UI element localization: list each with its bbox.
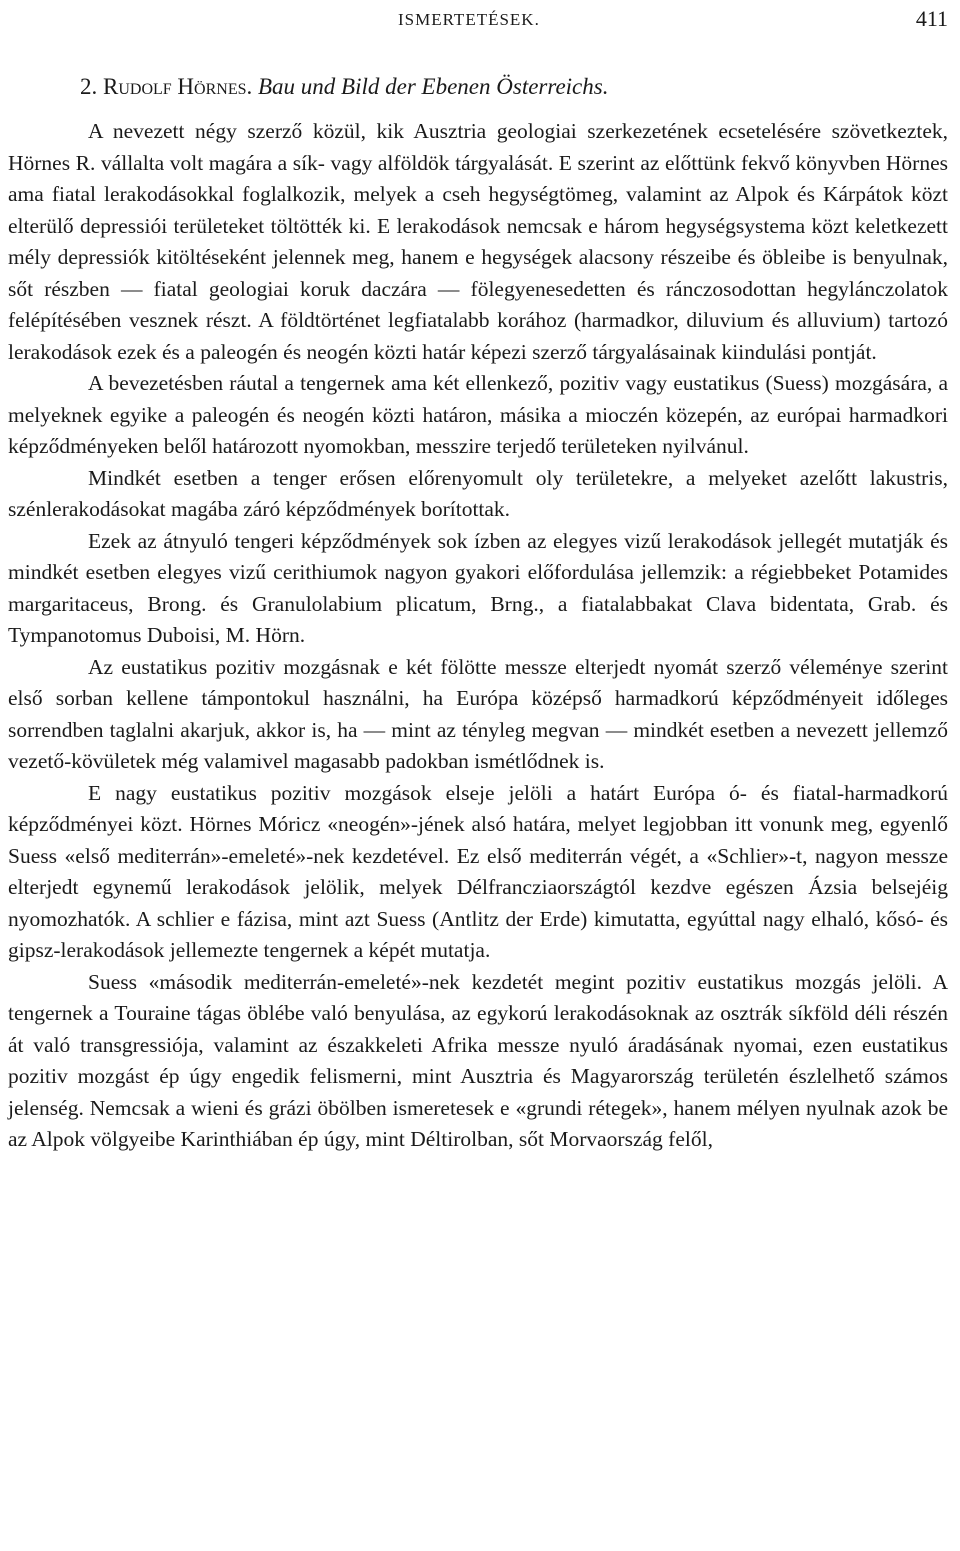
page-number: 411 — [915, 6, 948, 31]
paragraph: Az eustatikus pozitiv mozgásnak e két fölötte messze elterjedt nyomát szerző véleménye szerint első sorban kellene támpontokul használni, ha Európa középső harmadkorú képződményeit időleges sorrendben taglalni akarjuk, akkor is, ha — mint az tényleg megvan — mindkét esetben a nevezett jellemző vezető-kövületek még valamivel magasabb padokban ismétlődnek is. — [8, 654, 948, 773]
paragraph: Ezek az átnyuló tengeri képződmények sok ízben az elegyes vizű lerakodások jellegét mutatják és mindkét esetben elegyes vizű cerithiumok nagyon gyakori előfordulása jellemzik: a régiebbeket Potamides margaritaceus, Brong. és Granulolabium plicatum, Brng., a fiatalabbakat Clava bidentata, Grab. és Tympanotomus Duboisi, M. Hörn. — [8, 528, 948, 647]
title-author: Rudolf Hörnes. — [103, 74, 253, 99]
body-text — [8, 116, 948, 1156]
title-number: 2. — [80, 74, 98, 99]
paragraph: A bevezetésben ráutal a tengernek ama két ellenkező, pozitiv vagy eustatikus (Suess) mozgására, a melyeknek egyike a paleogén és neogén közti határon, másika a mioczén közepén, az európai harmadkori képződményeken belől határozott nyomokban, messzire terjedő területeken nyilvánul. — [8, 371, 948, 458]
page-header — [0, 4, 960, 34]
paragraph: A nevezett négy szerző közül, kik Ausztria geologiai szerkezetének ecsetelésére szövetkeztek, Hörnes R. vállalta volt magára a sík- vagy alföldök tárgyalását. E szerint az előttünk fekvő könyvben Hörnes ama fiatal lerakodásokkal foglalkozik, melyek a cseh hegységtömeg, valamint az Alpok és Kárpátok közt elterülő depressiói területeket töltötték ki. E lerakodások nemcsak e három hegységsystema közt keletkezett mély depressiók kitöltéseként jelennek meg, hanem e hegységek alacsony részeibe és öbleibe is benyulnak, sőt részben — fiatal geologiai koruk daczára — fölegyenesedetten és ránczosodottan hegylánczolatok felépítésében vesznek részt. A földtörténet legfiatalabb korához (harmadkor, diluvium és alluvium) tartozó lerakodások ezek és a paleogén és neogén közti határ képezi szerző tárgyalásainak kiindulási pontját. — [8, 119, 948, 364]
paragraph: Suess «második mediterrán-emeleté»-nek kezdetét megint pozitiv eustatikus mozgás jelöli. A tengernek a Touraine tágas öblébe való benyulása, az egykorú lerakodásoknak az osztrák síkföld déli részén át való transgressiója, valamint az északkeleti Afrika messze nyuló áradásának nyomai, ezen eustatikus pozitiv mozgást ép úgy engedik felismerni, mint Ausztria és Magyarország területén észlelhető számos jelenség. Nemcsak a wieni és grázi öbölben ismeretesek e «grundi rétegek», hanem mélyen nyulnak azok be az Alpok völgyeibe Karinthiában ép úgy, mint Déltirolban, sőt Morvaország felől, — [8, 969, 948, 1151]
paragraph: E nagy eustatikus pozitiv mozgások elseje jelöli a határt Európa ó- és fiatal-harmadkorú képződményei közt. Hörnes Móricz «neogén»-jének alsó határa, melyet legjobban itt vonunk meg, egyenlő Suess «első mediterrán»-emeleté»-nek kezdetével. Ez első mediterrán végét, a «Schlier»-t, nagyon messze elterjedt egynemű lerakodások jelölik, melyek Délfrancziaországtól kezdve egészen Ázsia belsejéig nyomozhatók. A schlier e fázisa, mint azt Suess (Antlitz der Erde) kimutatta, egyúttal nagy elhaló, kősó- és gipsz-lerakodások jellemezte tengernek a képét mutatja. — [8, 780, 948, 962]
title-work: Bau und Bild der Ebenen Österreichs. — [258, 74, 609, 99]
running-head: ISMERTETÉSEK. — [398, 10, 540, 29]
review-title — [80, 74, 608, 100]
paragraph: Mindkét esetben a tenger erősen előrenyomult oly területekre, a melyeket azelőtt lakustris, szénlerakodásokat magába záró képződmények borítottak. — [8, 465, 948, 521]
